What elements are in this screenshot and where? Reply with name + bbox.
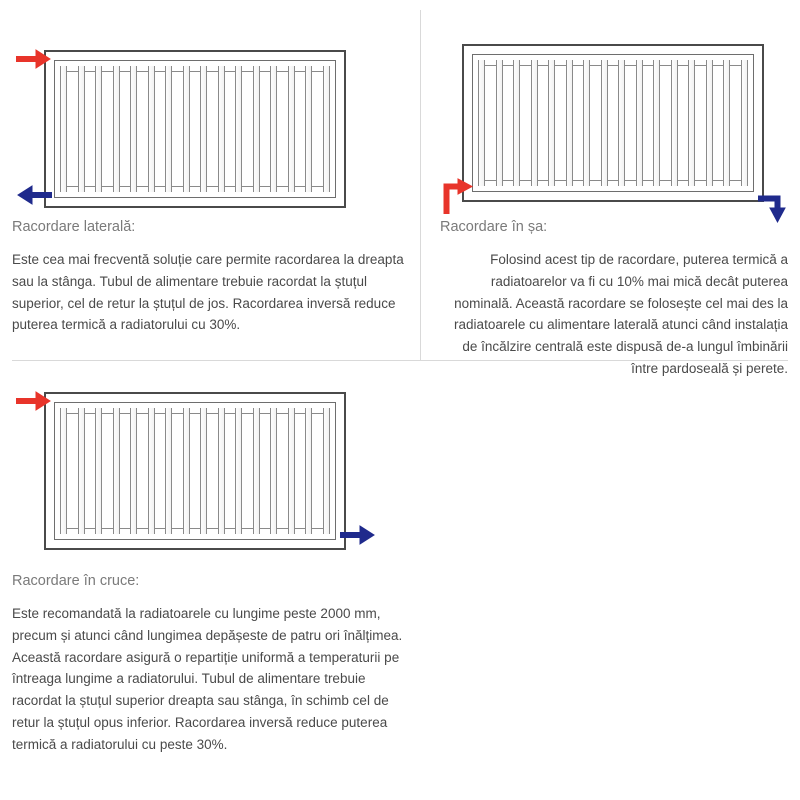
panel-cross: [12, 372, 408, 756]
figure-saddle: [440, 18, 788, 218]
radiator-fin: [288, 408, 295, 534]
radiator-fin: [60, 66, 67, 192]
panel-title-saddle: Racordare în șa:: [440, 219, 548, 235]
panel-title-cross: Racordare în cruce:: [12, 573, 140, 589]
radiator-body-saddle: [462, 44, 764, 202]
radiator-panel-inner: [54, 402, 336, 540]
radiator-fin: [706, 60, 713, 186]
radiator-fin: [148, 408, 155, 534]
supply-arrow-icon: [16, 48, 52, 70]
radiator-panel-inner: [54, 60, 336, 198]
figure-cross: [12, 372, 408, 572]
radiator-fin: [583, 60, 590, 186]
return-arrow-icon: [16, 184, 52, 206]
vertical-divider: [420, 10, 421, 360]
radiator-fin: [305, 408, 312, 534]
panel-saddle: [440, 18, 788, 380]
figure-lateral: [12, 18, 408, 218]
radiator-fin: [478, 60, 485, 186]
radiator-fin: [253, 408, 260, 534]
radiator-body-cross: [44, 392, 346, 550]
radiator-fin: [548, 60, 555, 186]
radiator-fin: [78, 408, 85, 534]
radiator-fin: [78, 66, 85, 192]
radiator-fin: [601, 60, 608, 186]
radiator-fin: [165, 66, 172, 192]
panel-title-lateral: Racordare laterală:: [12, 219, 136, 235]
radiator-fin: [200, 408, 207, 534]
supply-elbow-arrow-icon: [440, 170, 474, 214]
radiator-fin: [183, 66, 190, 192]
radiator-fin: [323, 408, 330, 534]
panel-body-lateral: Este cea mai frecventă soluție care permite racordarea la dreapta sau la stânga. Tubul de alimentare trebuie racordat la ștuțul superior, cel de retur la ștuțul de jos. Racordarea inversă reduce puterea termică a radiatorului cu 30%.: [12, 251, 404, 333]
radiator-fins: [478, 60, 748, 186]
return-elbow-arrow-icon: [758, 178, 792, 224]
radiator-fin: [235, 66, 242, 192]
radiator-fin: [671, 60, 678, 186]
radiator-fin: [618, 60, 625, 186]
radiator-fin: [113, 408, 120, 534]
radiator-fins: [60, 66, 330, 192]
return-arrow-icon: [340, 524, 376, 546]
supply-arrow-icon: [16, 390, 52, 412]
radiator-fin: [513, 60, 520, 186]
radiator-fin: [253, 66, 260, 192]
radiator-fin: [741, 60, 748, 186]
radiator-fin: [496, 60, 503, 186]
radiator-fin: [688, 60, 695, 186]
radiator-fins: [60, 408, 330, 534]
radiator-fin: [270, 66, 277, 192]
radiator-body-lateral: [44, 50, 346, 208]
radiator-fin: [60, 408, 67, 534]
radiator-fin: [148, 66, 155, 192]
radiator-fin: [130, 408, 137, 534]
radiator-fin: [531, 60, 538, 186]
radiator-fin: [653, 60, 660, 186]
radiator-fin: [235, 408, 242, 534]
radiator-fin: [323, 66, 330, 192]
radiator-fin: [218, 408, 225, 534]
radiator-fin: [218, 66, 225, 192]
radiator-fin: [130, 66, 137, 192]
panel-lateral: [12, 18, 408, 336]
radiator-fin: [305, 66, 312, 192]
radiator-fin: [113, 66, 120, 192]
radiator-panel-inner: [472, 54, 754, 192]
radiator-fin: [723, 60, 730, 186]
radiator-fin: [165, 408, 172, 534]
radiator-fin: [95, 66, 102, 192]
radiator-fin: [183, 408, 190, 534]
radiator-fin: [200, 66, 207, 192]
radiator-fin: [288, 66, 295, 192]
radiator-fin: [566, 60, 573, 186]
panel-body-saddle: Folosind acest tip de racordare, puterea termică a radiatoarelor va fi cu 10% mai mică decât puterea nominală. Această racordare se folosește cel mai des la radiatoarele cu alimentare laterală atunci când instalația de încălzire centrală este dispusă de-a lungul îmbinării între pardoseală și perete.: [454, 251, 788, 377]
radiator-fin: [95, 408, 102, 534]
panel-body-cross: Este recomandată la radiatoarele cu lungime peste 2000 mm, precum și atunci când lungimea depășeste de patru ori înălțimea. Această racordare asigură o repartiție uniformă a temperaturii pe întreaga lungime a radiatorului. Tubul de alimentare trebuie racordat la ștuțul superior dreapta sau stânga, în schimb cel de retur la ștuțul opus inferior. Racordarea inversă reduce puterea termică a radiatorului cu peste 30%.: [12, 605, 403, 752]
radiator-fin: [636, 60, 643, 186]
radiator-fin: [270, 408, 277, 534]
